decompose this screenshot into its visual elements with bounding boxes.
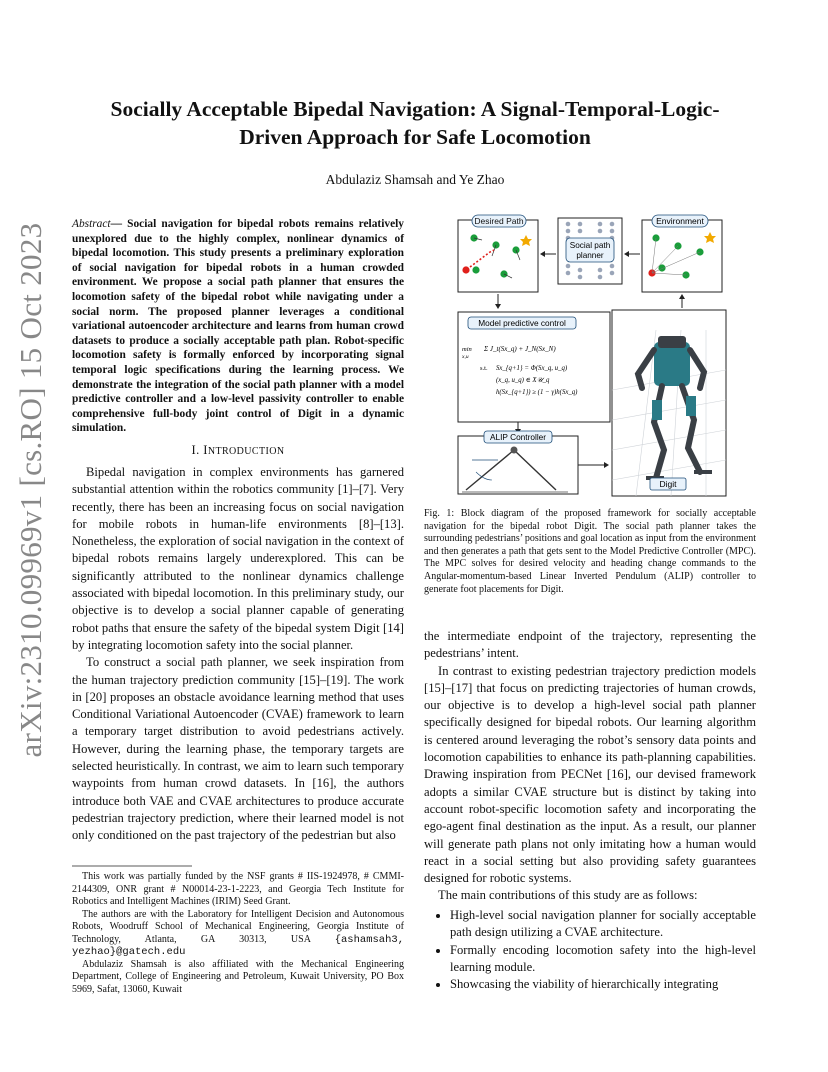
title-line-1: Socially Acceptable Bipedal Navigation: A Signal-Temporal-Logic- [110,97,720,121]
mpc-label: Model predictive control [478,318,566,328]
title-line-2: Driven Approach for Safe Locomotion [239,125,591,149]
abstract [72,217,404,436]
eq-constraint-2: (x_q, u_q) ∈ X𝒰_q [496,377,550,384]
arxiv-stamp: arXiv:2310.09969v1 [cs.RO] 15 Oct 2023 [13,222,48,758]
list-item: • Formally encoding locomotion safety into the high-level learning module. [450,942,756,977]
paragraph: The main contributions of this study are as follows: [438,888,698,903]
environment-panel [642,215,722,292]
alip-controller-block [458,431,578,494]
right-column-body [424,628,756,905]
footnotes [72,871,404,996]
abstract-label: Abstract [72,218,111,230]
affiliation-text: The authors are with the Laboratory for Intelligent Decision and Autonomous Robots, Woodruff School of Mechanical Engineering, Georgia Institute of Technology, Atlanta, GA 30313, USA [72,908,404,945]
eq-min: min [462,346,472,353]
digit-label: Digit [659,479,677,489]
contributions-list [424,905,756,993]
list-item: • High-level social navigation planner for socially acceptable path design utilizing a CVAE architecture. [450,907,756,942]
social-path-planner-block [558,218,622,284]
desired-path-label: Desired Path [474,216,524,226]
abstract-text: Social navigation for bipedal robots remains relatively unexplored due to the highly complex, nonlinear dynamics of bipedal locomotion. This study presents a preliminary exploration of social navigation for bipedal robots in a human crowded environment. We propose a social path planner that ensures the locomotion safety of the bipedal robot while navigating under a social norm. The proposed planner leverages a conditional variational autoencoder architecture and learns from human crowd datasets to produce a socially acceptable path plan. Robot-specific locomotion safety is formally enforced by incorporating signal temporal logic specifications during the learning process. We demonstrate the integration of the social path planner with a model predictive controller and a low-level passivity controller to enable comprehensive full-body joint control of Digit in a dynamic simulation. [72,218,404,435]
paper-title [80,95,750,151]
footnote-funding: This work was partially funded by the NSF grants # IIS-1924978, # CMMI-2144309, ONR grant # N00014-23-1-2223, and Georgia Tech Institute for Robotics and Intelligent Machines (IRIM) Seed Grant. [72,871,404,907]
arxiv-stamp-container [6,222,56,758]
environment-label: Environment [656,216,704,226]
section-name-rest: NTRODUCTION [207,446,285,457]
author-emails: {ashamsah3, yezhao}@gatech.edu [72,933,404,958]
alip-label: ALIP Controller [489,432,547,442]
paragraph: In contrast to existing pedestrian trajectory prediction models [15]–[17] that focus on predicting trajectories of human crowds, our objective is to develop a high-level social path planner specifically designed for bipedal robots. Our learning algorithm is centered around leveraging the robot’s sensory data points and locomotion capabilities to enhance its path-planning capabilities. Drawing inspiration from PECNet [16], our devised framework adopts a similar CVAE structure but is distinct by taking into account robot-specific locomotion safety and incorporating the ego-agent final destination as the input. As a result, our planner will generate path plans not only imitating how a human would react in a social setting but also providing safety guarantees designed for robotic systems. [424,663,756,886]
eq-objective: Σ J_t(Sx_q) + J_N(Sx_N) [484,345,556,353]
eq-min-sub: x,u [462,354,469,360]
figure-caption: Fig. 1: Block diagram of the proposed framework for socially acceptable navigation for the bipedal robot Digit. The social path planner takes the surrounding pedestrians’ positions and goal location as input from the environment and then generates a path that gets sent to the Model Predictive Controller (MPC). The MPC solves for desired velocity and heading change commands to the Angular-momentum-based Linear Inverted Pendulum (ALIP) controller to generate foot placements for Digit. [424,508,756,595]
social-planner-label-1: Social path [569,241,611,250]
left-column-body [72,464,404,845]
social-planner-label-2: planner [576,251,604,260]
block-diagram [456,210,728,498]
eq-st: s.t. [480,365,488,372]
section-heading [72,443,404,458]
section-number: I. [191,443,200,457]
paragraph: Bipedal navigation in complex environments has garnered substantial attention within the robotics community [1]–[7]. Very recently, there has been an increasing focus on social navigation for mobile robots in human-life environments [8]–[13]. Nonetheless, the exploration of social navigation in the context of bipedal robots remains largely underexplored. This can be significantly attributed to the nonlinear dynamics challenge associated with bipedal locomotion. In this preliminary study, our objective is to develop a social planner capable of generating robot paths that ensure the safety of the bipedal system Digit [14] by integrating locomotion safety into the social planner. [72,465,404,652]
abstract-dash: — [110,218,122,230]
footnote-affiliation [72,909,404,959]
eq-constraint-3: h(Sx_{q+1}) ≥ (1 − γ)h(Sx_q) [496,389,578,396]
list-item: • Showcasing the viability of hierarchically integrating [450,976,756,993]
pedestrian-icon [472,266,479,273]
digit-robot-panel [612,310,726,496]
mpc-block [458,312,610,422]
robot-icon [462,266,469,273]
footnote-extra: Abdulaziz Shamsah is also affiliated with the Mechanical Engineering Department, College of Engineering and Petroleum, Kuwait University, PO Box 5969, Safat, 13060, Kuwait [72,958,404,995]
section-name-first: I [203,443,208,457]
paragraph: the intermediate endpoint of the trajectory, representing the pedestrians’ intent. [424,629,756,661]
digit-torso [654,342,690,386]
authors: Abdulaziz Shamsah and Ye Zhao [325,172,505,187]
footnote-rule [72,865,404,867]
eq-constraint-1: Sx_{q+1} = Φ(Sx_q, u_q) [496,365,568,372]
paragraph: To construct a social path planner, we seek inspiration from the human trajectory prediction community [15]–[19]. The work in [20] proposes an obstacle avoidance learning method that uses Conditional Variational Autoencoder (CVAE) framework to learn a temporary target distribution to avoid pedestrians actively. However, during the learning phase, the temporary targets are selected heuristically. In contrast, we aim to learn such temporary waypoints from human crowd datasets. In [16], the authors introduce both VAE and CVAE architectures to produce accurate pedestrian trajectory prediction, where their learned model is not only conditioned on the past trajectory of the pedestrian but also [72,655,404,843]
desired-path-panel [458,215,538,292]
